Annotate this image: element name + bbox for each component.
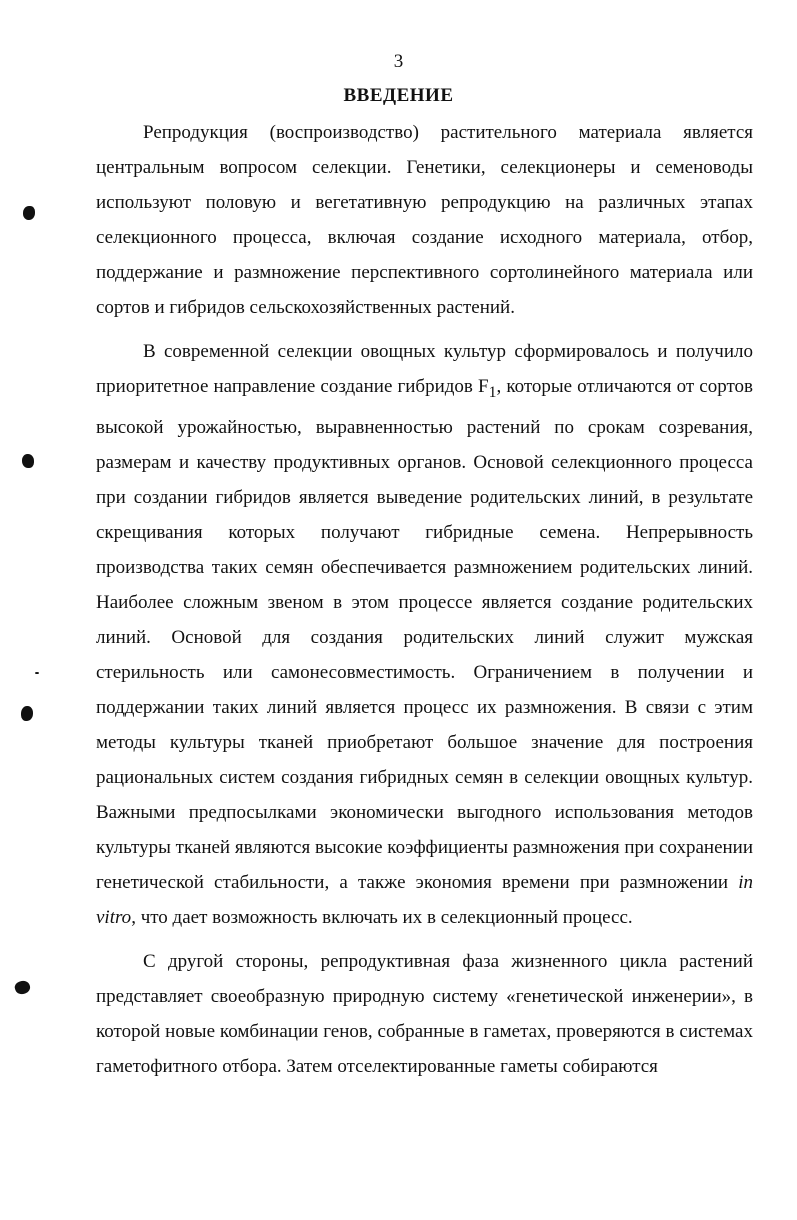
f1-subscript: 1 (488, 383, 497, 401)
scan-speck-mark (35, 672, 39, 674)
binding-hole-mark (21, 706, 33, 721)
paragraph-2-part-1: В современной селекции овощных культур сформировалось и получило приоритетное направление создание гибридов F (96, 341, 753, 397)
paragraph-1: Репродукция (воспроизводство) растительного материала является центральным вопросом селекции. Генетики, селекционеры и семеноводы используют половую и вегетативную репродукцию на различных этапах селекционного процесса, включая создание исходного материала, отбор, поддержание и размножение перспективного сортолинейного материала или сортов и гибридов сельскохозяйственных растений. (96, 122, 753, 318)
binding-hole-mark (13, 979, 32, 996)
body-text (96, 115, 753, 1093)
binding-hole-mark (22, 454, 34, 468)
binding-hole-mark (23, 206, 35, 220)
paragraph-2 (96, 334, 753, 935)
section-heading: ВВЕДЕНИЕ (343, 85, 454, 106)
paragraph-2-part-2: , которые отличаются от сортов высокой урожайностью, выравненностью растений по срокам созревания, размерам и качеству продуктивных органов. Основой селекционного процесса при создании гибридов является выведение родительских линий, в результате скрещивания которых получают гибридные семена. Непрерывность производства таких семян обеспечивается размножением родительских линий. Наиболее сложным звеном в этом процессе является создание родительских линий. Основой для создания родительских линий служит мужская стерильность или самонесовместимость. Ограничением в получении и поддержании таких линий является процесс их размножения. В связи с этим методы культуры тканей приобретают большое значение для построения рациональных систем создания гибридных семян в селекции овощных культур. Важными предпосылками экономически выгодного использования методов культуры тканей являются высокие коэффициенты размножения при сохранении генетической стабильности, а также экономия времени при размножении (96, 376, 753, 893)
paragraph-3: С другой стороны, репродуктивная фаза жизненного цикла растений представляет своеобразную природную систему «генетической инженерии», в которой новые комбинации генов, собранные в гаметах, проверяются в системах гаметофитного отбора. Затем отселектированные гаметы собираются (96, 950, 753, 1077)
page-number: 3 (393, 51, 404, 72)
in-vitro-term: in vitro (96, 871, 753, 928)
paragraph-2-part-3: , что дает возможность включать их в селекционный процесс. (131, 906, 633, 928)
